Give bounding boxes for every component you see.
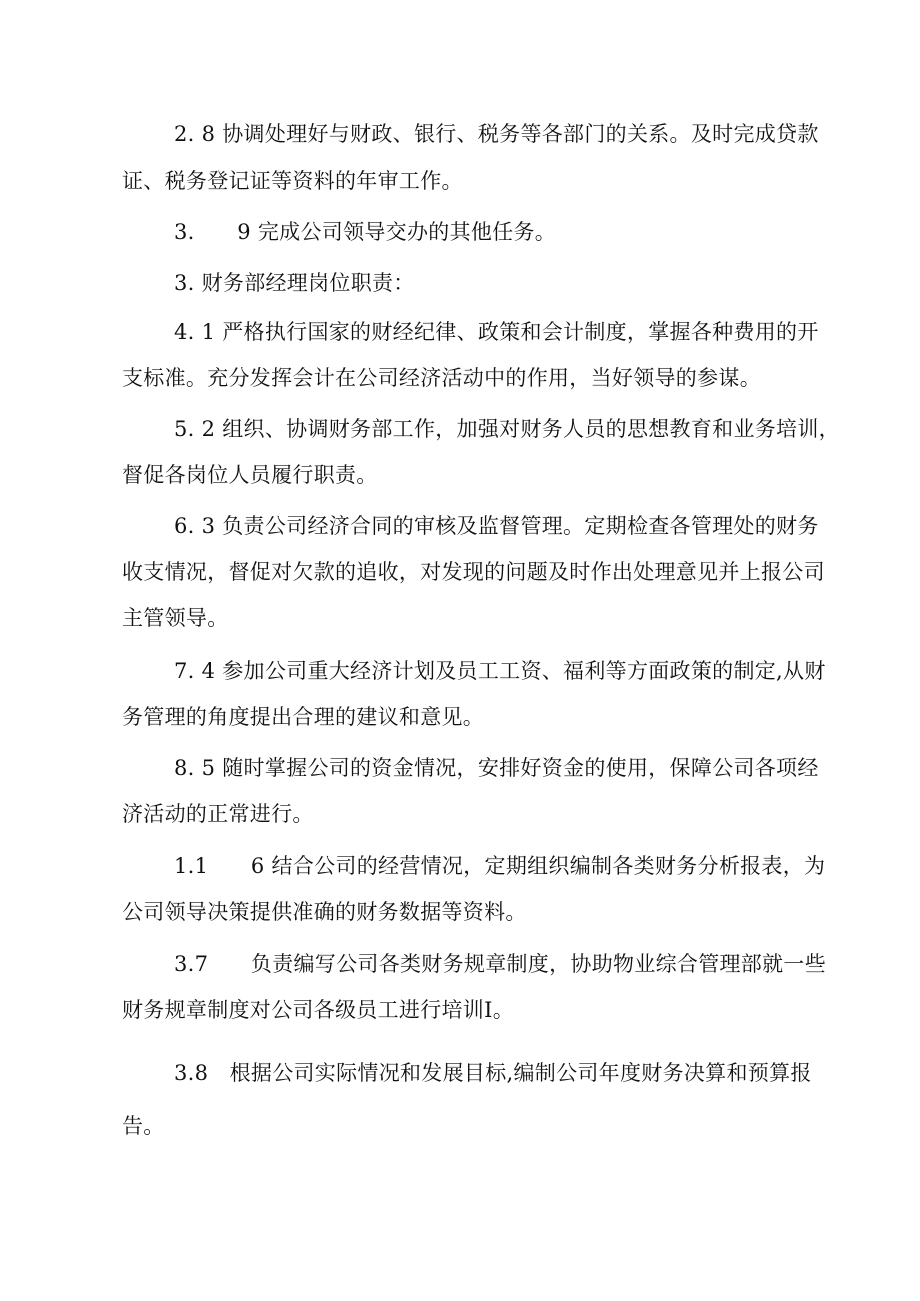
paragraph-7-4-line-2: 务管理的角度提出合理的建议和意见。 bbox=[122, 705, 485, 729]
paragraph-2-8-line-1: 2. 8 协调处理好与财政、银行、税务等各部门的关系。及时完成贷款 bbox=[174, 122, 819, 146]
paragraph-7-4-line-1: 7. 4 参加公司重大经济计划及员工工资、福利等方面政策的制定,从财 bbox=[174, 659, 826, 683]
paragraph-6-3-line-2: 收支情况，督促对欠款的追收，对发现的问题及时作出处理意见并上报公司 bbox=[122, 560, 825, 584]
paragraph-6-3-line-1: 6. 3 负责公司经济合同的审核及监督管理。定期检查各管理处的财务 bbox=[174, 514, 819, 538]
paragraph-1-1-line-1: 1.1 6 结合公司的经营情况，定期组织编制各类财务分析报表，为 bbox=[174, 854, 826, 878]
paragraph-3-8-line-1: 3.8 根据公司实际情况和发展目标,编制公司年度财务决算和预算报 bbox=[174, 1061, 812, 1085]
paragraph-5-2-line-2: 督促各岗位人员履行职责。 bbox=[122, 463, 378, 487]
paragraph-8-5-line-2: 济活动的正常进行。 bbox=[122, 802, 314, 826]
paragraph-3-8-line-2: 告。 bbox=[122, 1114, 165, 1138]
paragraph-2-8-line-2: 证、税务登记证等资料的年审工作。 bbox=[122, 169, 463, 193]
paragraph-5-2-line-1: 5. 2 组织、协调财务部工作，加强对财务人员的思想教育和业务培训， bbox=[174, 417, 840, 441]
section-heading-finance-manager-duties: 3. 财务部经理岗位职责： bbox=[174, 271, 415, 295]
paragraph-3-7-line-1: 3.7 负责编写公司各类财务规章制度，协助物业综合管理部就一些 bbox=[174, 952, 826, 976]
paragraph-3-7-line-2: 财务规章制度对公司各级员工进行培训Ⅰ。 bbox=[122, 998, 514, 1022]
paragraph-3-9: 3. 9 完成公司领导交办的其他任务。 bbox=[174, 220, 557, 244]
paragraph-4-1-line-1: 4. 1 严格执行国家的财经纪律、政策和会计制度，掌握各种费用的开 bbox=[174, 320, 819, 344]
paragraph-8-5-line-1: 8. 5 随时掌握公司的资金情况，安排好资金的使用，保障公司各项经 bbox=[174, 756, 819, 780]
paragraph-1-1-line-2: 公司领导决策提供准确的财务数据等资料。 bbox=[122, 900, 527, 924]
paragraph-4-1-line-2: 支标准。充分发挥会计在公司经济活动中的作用，当好领导的参谋。 bbox=[122, 366, 761, 390]
paragraph-6-3-line-3: 主管领导。 bbox=[122, 606, 229, 630]
